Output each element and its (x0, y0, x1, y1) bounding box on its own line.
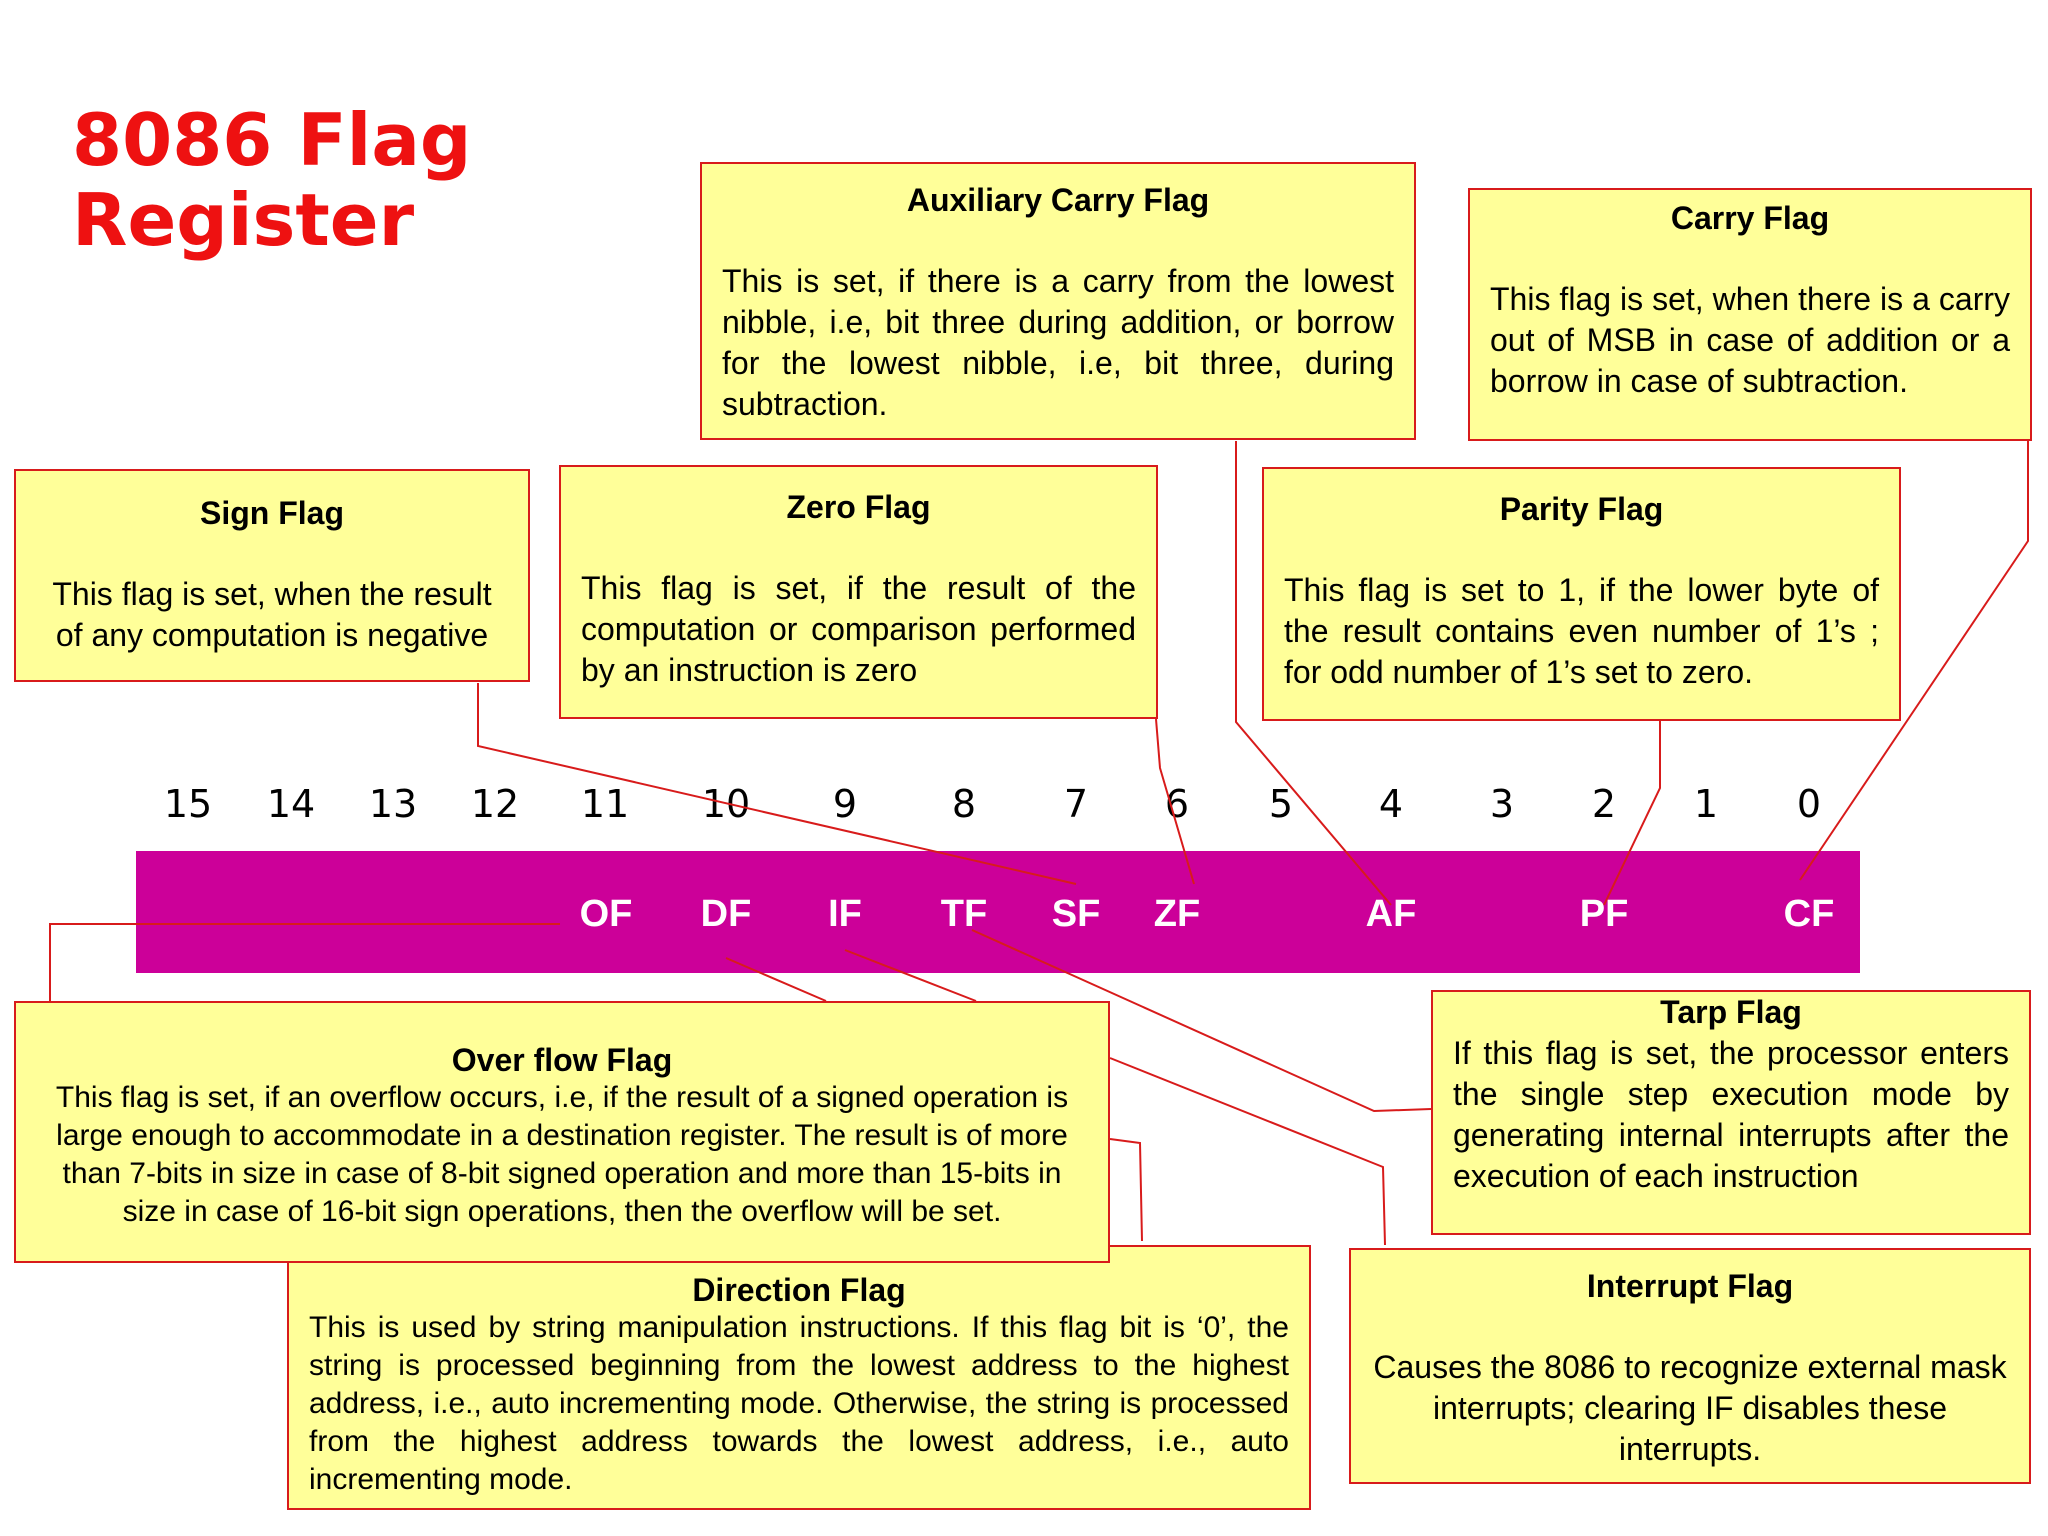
title-line-1: 8086 Flag (72, 98, 472, 182)
bit-number-6: 6 (1164, 782, 1190, 826)
bit-number-7: 7 (1063, 782, 1089, 826)
flag-label-if: IF (828, 893, 862, 935)
interrupt-flag-text: Causes the 8086 to recognize external mask interrupts; clearing IF disables these interrupts. (1373, 1349, 2007, 1467)
bit-number-3: 3 (1489, 782, 1515, 826)
bit-number-14: 14 (266, 782, 316, 826)
zero-flag-box (559, 465, 1158, 719)
bit-number-15: 15 (163, 782, 213, 826)
bit-number-10: 10 (701, 782, 751, 826)
bit-number-11: 11 (580, 782, 630, 826)
interrupt-flag-title: Interrupt Flag (1586, 1268, 1794, 1304)
parity-flag-box (1262, 467, 1901, 721)
bit-number-4: 4 (1378, 782, 1404, 826)
bit-number-2: 2 (1591, 782, 1617, 826)
carry-flag-title: Carry Flag (1670, 200, 1830, 236)
trap-flag-title: Tarp Flag (1660, 994, 1802, 1030)
overflow-flag-text: This flag is set, if an overflow occurs, i.e, if the result of a signed operation is large enough to accommodate in a destination register. The result is of more than 7-bits in size in case of 8-bit signed operation and more than 15-bits in size in case of 16-bit sign operations, then the overflow will be set. (55, 1081, 1069, 1228)
flag-label-of: OF (579, 893, 633, 935)
title-line-2: Register (72, 178, 415, 262)
auxiliary-carry-flag-title: Auxiliary Carry Flag (906, 182, 1210, 218)
carry-flag-box (1468, 188, 2032, 441)
bit-number-0: 0 (1796, 782, 1822, 826)
direction-flag-title: Direction Flag (692, 1272, 906, 1308)
parity-flag-text: This flag is set to 1, if the lower byte of the result contains even number of 1’s ; for odd number of 1’s set to zero. (1284, 572, 1879, 690)
zero-flag-text: This flag is set, if the result of the computation or comparison performed by an instruction is zero (581, 570, 1136, 688)
page-title (72, 100, 592, 260)
flag-label-sf: SF (1051, 893, 1101, 935)
sign-flag-text: This flag is set, when the result of any computation is negative (52, 576, 492, 653)
connector-interrupt-box-link (1110, 1058, 1385, 1245)
bit-number-1: 1 (1693, 782, 1719, 826)
flag-label-pf: PF (1579, 893, 1629, 935)
zero-flag-title: Zero Flag (786, 489, 931, 525)
direction-flag-box (287, 1245, 1311, 1510)
bit-number-5: 5 (1268, 782, 1294, 826)
overflow-flag-box (14, 1001, 1110, 1263)
flag-label-tf: TF (940, 893, 988, 935)
bit-number-13: 13 (368, 782, 418, 826)
bit-number-8: 8 (951, 782, 977, 826)
trap-flag-box (1431, 990, 2031, 1235)
trap-flag-text: If this flag is set, the processor enters the single step execution mode by generating internal interrupts after the execution of each instruction (1453, 1035, 2009, 1194)
overflow-flag-title: Over flow Flag (451, 1042, 673, 1078)
direction-flag-text: This is used by string manipulation instructions. If this flag bit is ‘0’, the string is processed beginning from the lowest address to the highest address, i.e., auto incrementing mode. Otherwise, the string is processed from the highest address towards the lowest address, i.e., auto incrementing mode. (309, 1311, 1289, 1496)
connector-direction-box-link (1110, 1139, 1142, 1241)
flag-label-df: DF (700, 893, 752, 935)
flag-label-af: AF (1365, 893, 1417, 935)
sign-flag-box (14, 469, 530, 682)
carry-flag-text: This flag is set, when there is a carry out of MSB in case of addition or a borrow in case of subtraction. (1490, 281, 2010, 399)
flag-label-zf: ZF (1153, 893, 1201, 935)
auxiliary-carry-flag-text: This is set, if there is a carry from the lowest nibble, i.e, bit three during addition, or borrow for the lowest nibble, i.e, bit three, during subtraction. (722, 263, 1394, 422)
bit-number-12: 12 (470, 782, 520, 826)
sign-flag-title: Sign Flag (200, 495, 344, 531)
bit-number-9: 9 (832, 782, 858, 826)
parity-flag-title: Parity Flag (1499, 491, 1664, 527)
auxiliary-carry-flag-box (700, 162, 1416, 440)
flag-label-cf: CF (1783, 893, 1835, 935)
interrupt-flag-box (1349, 1248, 2031, 1484)
